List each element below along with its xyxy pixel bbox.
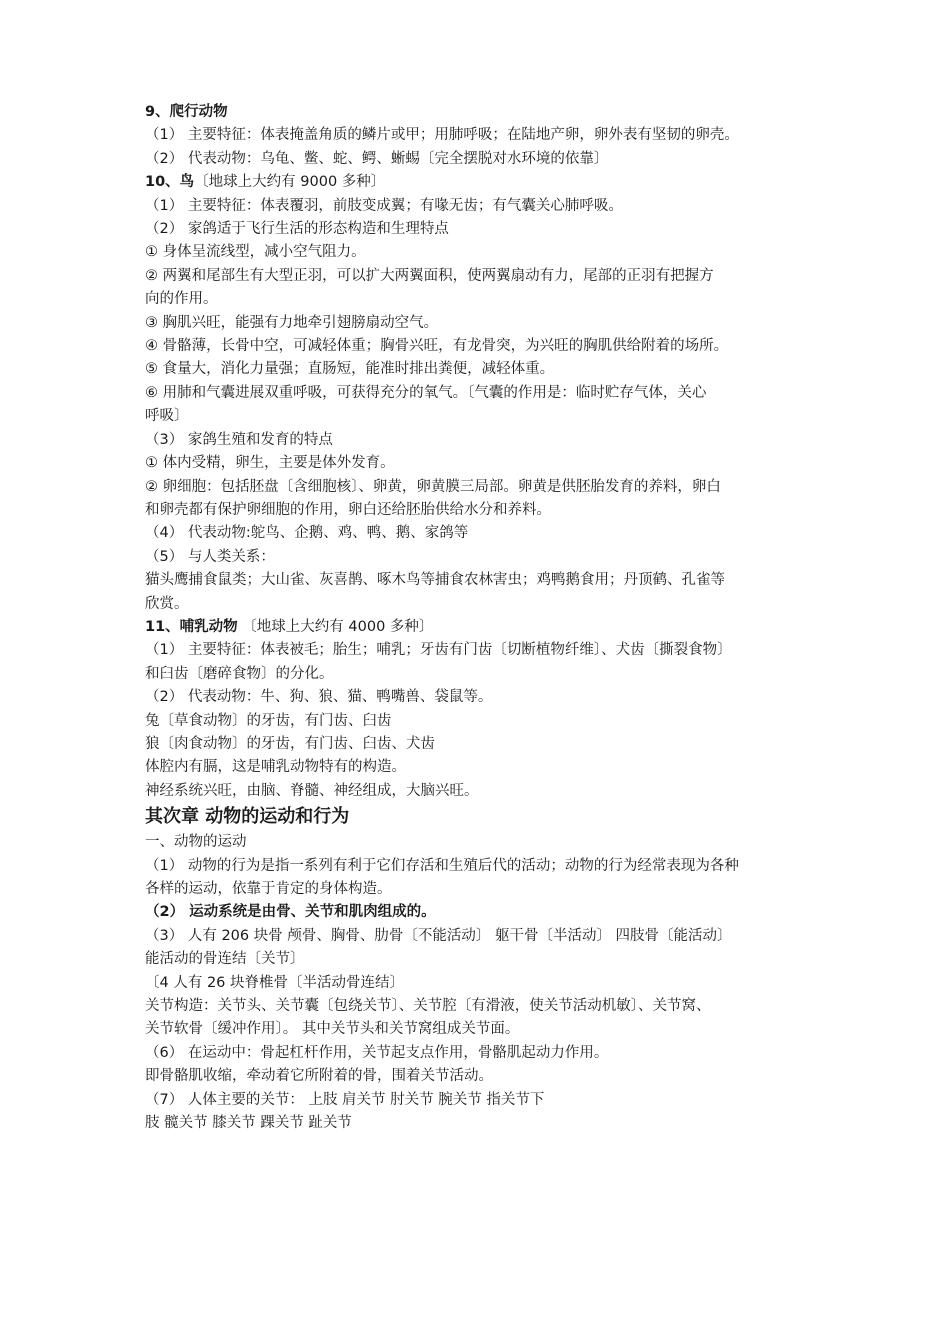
line-text: ④ 骨骼薄，长骨中空，可减轻体重；胸骨兴旺，有龙骨突，为兴旺的胸肌供给附着的场所。 — [145, 338, 729, 355]
line-text: （7） 人体主要的关节： 上肢 肩关节 肘关节 腕关节 指关节下 — [145, 1091, 545, 1108]
text-line — [145, 265, 830, 288]
line-note: 〔地球上大约有 9000 多种〕 — [194, 174, 386, 191]
line-text: ⑥ 用肺和气囊进展双重呼吸，可获得充分的氧气。〔气囊的作用是：临时贮存气体，关心 — [145, 384, 707, 401]
line-text: 兔〔草食动物〕的牙齿，有门齿、臼齿 — [145, 712, 392, 729]
text-line — [145, 639, 830, 662]
line-text: 和臼齿〔磨碎食物〕的分化。 — [145, 665, 334, 682]
text-line — [145, 925, 830, 948]
text-line — [145, 382, 830, 405]
line-text: 能活动的骨连结〔关节〕 — [145, 951, 305, 968]
text-line — [145, 499, 830, 522]
text-line — [145, 288, 830, 311]
document-body — [145, 101, 830, 1135]
text-line — [145, 780, 830, 803]
text-line — [145, 312, 830, 335]
text-line — [145, 522, 830, 545]
line-text: ③ 胸肌兴旺，能强有力地牵引翅膀扇动空气。 — [145, 314, 439, 331]
text-line — [145, 195, 830, 218]
line-text: （1） 主要特征：体表覆羽，前肢变成翼；有喙无齿；有气囊关心肺呼吸。 — [145, 197, 623, 214]
text-line — [145, 124, 830, 147]
line-text: 神经系统兴旺，由脑、脊髓、神经组成，大脑兴旺。 — [145, 782, 479, 799]
text-line — [145, 686, 830, 709]
text-line — [145, 878, 830, 901]
line-text: 其次章 动物的运动和行为 — [145, 806, 350, 828]
line-text: ① 体内受精，卵生，主要是体外发育。 — [145, 455, 395, 472]
line-note: 〔地球上大约有 4000 多种〕 — [237, 618, 434, 635]
text-line — [145, 663, 830, 686]
line-text: （2） 家鸽适于飞行生活的形态构造和生理特点 — [145, 221, 449, 238]
line-text: （6） 在运动中：骨起杠杆作用，关节起支点作用，骨骼肌起动力作用。 — [145, 1044, 609, 1061]
line-text: 10、鸟 — [145, 174, 195, 191]
line-text: 各样的运动，依靠于肯定的身体构造。 — [145, 881, 392, 897]
line-text: 肢 髋关节 膝关节 踝关节 趾关节 — [145, 1115, 352, 1132]
line-text: ① 身体呈流线型，减小空气阻力。 — [145, 244, 366, 261]
text-line — [145, 546, 830, 569]
line-text: （2） 代表动物：乌龟、鳖、蛇、鳄、蜥蜴〔完全摆脱对水环境的依靠〕 — [145, 150, 609, 167]
text-line — [145, 733, 830, 756]
text-line — [145, 358, 830, 381]
line-text: ② 两翼和尾部生有大型正羽，可以扩大两翼面积，使两翼扇动有力，尾部的正羽有把握方 — [145, 267, 714, 284]
line-text: （2） 运动系统是由骨、关节和肌肉组成的。 — [145, 904, 436, 921]
section-heading — [145, 171, 830, 194]
line-text: 欣赏。 — [145, 595, 189, 612]
line-text: （3） 家鸽生殖和发育的特点 — [145, 431, 333, 448]
text-line — [145, 569, 830, 592]
text-line — [145, 148, 830, 171]
line-text: 关节构造：关节头、关节囊〔包绕关节〕、关节腔〔有滑液，使关节活动机敏〕、关节窝、 — [145, 998, 711, 1015]
text-line — [145, 756, 830, 779]
line-text: 9、爬行动物 — [145, 104, 228, 120]
line-text: 猫头鹰捕食鼠类；大山雀、灰喜鹊、啄木鸟等捕食农林害虫；鸡鸭鹅食用；丹顶鹤、孔雀等 — [145, 572, 725, 589]
line-text: 和卵壳都有保护卵细胞的作用，卵白还给胚胎供给水分和养料。 — [145, 501, 551, 518]
line-text: 11、哺乳动物 — [145, 618, 238, 635]
line-text: 呼吸〕 — [145, 408, 189, 425]
text-line — [145, 855, 830, 878]
line-text: 狼〔肉食动物〕的牙齿，有门齿、臼齿、犬齿 — [145, 735, 435, 752]
section-heading — [145, 616, 830, 639]
text-line — [145, 241, 830, 264]
line-text: 关节软骨〔缓冲作用〕。 其中关节头和关节窝组成关节面。 — [145, 1021, 520, 1038]
text-line — [145, 831, 830, 854]
text-line — [145, 405, 830, 428]
text-line — [145, 1018, 830, 1041]
section-heading — [145, 901, 830, 924]
text-line — [145, 1042, 830, 1065]
text-line — [145, 1112, 830, 1135]
text-line — [145, 218, 830, 241]
chapter-heading — [145, 803, 830, 831]
text-line — [145, 452, 830, 475]
line-text: （5） 与人类关系： — [145, 548, 275, 565]
text-line — [145, 476, 830, 499]
line-text: （1） 主要特征：体表掩盖角质的鳞片或甲；用肺呼吸；在陆地产卵，卵外表有坚韧的卵壳。 — [145, 127, 739, 144]
line-text: （1） 动物的行为是指一系列有利于它们存活和生殖后代的活动；动物的行为经常表现为各种 — [145, 857, 739, 874]
text-line — [145, 995, 830, 1018]
line-text: （1） 主要特征：体表被毛；胎生；哺乳；牙齿有门齿〔切断植物纤维〕、犬齿〔撕裂食物〕 — [145, 642, 732, 659]
section-heading — [145, 101, 830, 124]
line-text: ⑤ 食量大，消化力量强；直肠短，能准时排出粪便，减轻体重。 — [145, 361, 555, 378]
line-text: （2） 代表动物：牛、狗、狼、猫、鸭嘴兽、袋鼠等。 — [145, 689, 493, 706]
line-text: 体腔内有膈，这是哺乳动物特有的构造。 — [145, 759, 406, 776]
line-text: 一、动物的运动 — [145, 834, 247, 851]
text-line — [145, 710, 830, 733]
line-text: ② 卵细胞：包括胚盘〔含细胞核〕、卵黄，卵黄膜三局部。卵黄是供胚胎发育的养料，卵白 — [145, 478, 721, 495]
text-line — [145, 335, 830, 358]
line-text: 向的作用。 — [145, 291, 218, 308]
text-line — [145, 972, 830, 995]
line-text: （3） 人有 206 块骨 颅骨、胸骨、肋骨〔不能活动〕 躯干骨〔半活动〕 四肢骨〔能活动〕 — [145, 927, 732, 944]
text-line — [145, 948, 830, 971]
line-text: 即骨骼肌收缩，牵动着它所附着的骨，围着关节活动。 — [145, 1068, 493, 1085]
text-line — [145, 593, 830, 616]
line-text: 〔4 人有 26 块脊椎骨〔半活动骨连结〕 — [145, 974, 405, 991]
text-line — [145, 1065, 830, 1088]
text-line — [145, 429, 830, 452]
line-text: （4） 代表动物:鸵鸟、企鹅、鸡、鸭、鹅、家鸽等 — [145, 525, 469, 542]
text-line — [145, 1089, 830, 1112]
